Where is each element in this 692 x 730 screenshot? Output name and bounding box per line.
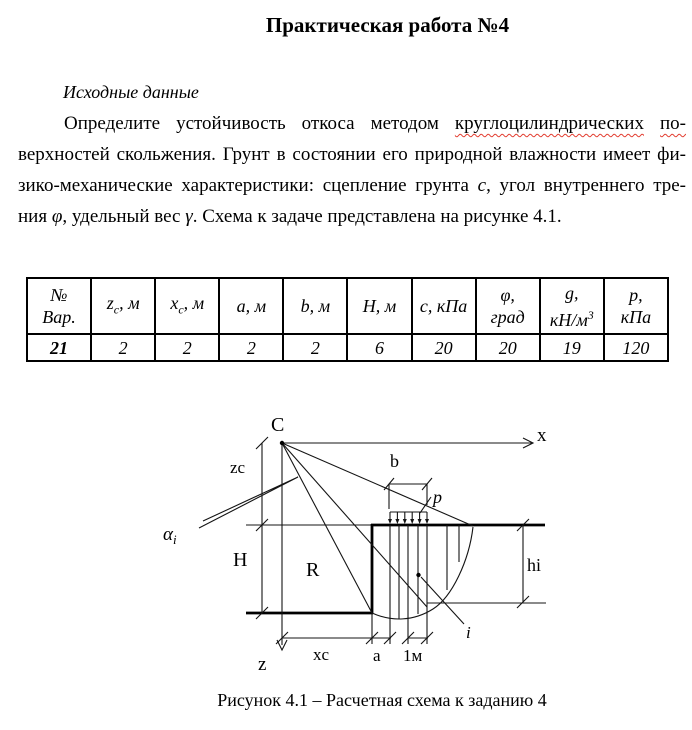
label-h: H xyxy=(233,549,248,571)
text-segment: φ xyxy=(51,206,63,227)
label-i: i xyxy=(466,623,471,642)
label-b: b xyxy=(390,451,399,471)
text-segment: γ xyxy=(185,206,193,227)
label-r: R xyxy=(306,559,320,581)
column-header: $x_c$, м xyxy=(155,278,219,334)
column-header: $z_c$, м xyxy=(91,278,155,334)
b-extension-lines xyxy=(389,484,427,509)
column-header: b, м xyxy=(283,278,347,334)
value-cell: 2 xyxy=(283,334,347,361)
paragraph-line xyxy=(18,139,686,170)
input-data-table xyxy=(26,277,669,362)
figure-4-1-diagram xyxy=(0,400,692,685)
label-z-axis: z xyxy=(258,654,267,675)
radius-line-r xyxy=(282,443,372,613)
value-cell: 2 xyxy=(155,334,219,361)
alpha-angle-leader xyxy=(199,477,298,528)
value-cell: 19 xyxy=(540,334,604,361)
column-header: a, м xyxy=(219,278,283,334)
text-segment: . Схема к задаче представлена на рисунке 4.1. xyxy=(192,206,562,227)
paragraph-line xyxy=(18,170,686,201)
misspelled-word: по- xyxy=(660,113,686,134)
text-segment: ния xyxy=(18,206,52,227)
figure-caption: Рисунок 4.1 – Расчетная схема к заданию 4 xyxy=(217,690,547,710)
p-leader-line xyxy=(420,497,431,513)
text-segment: , угол внутреннего тре- xyxy=(486,175,686,196)
column-header: № Вар. xyxy=(27,278,91,334)
table-value-row xyxy=(27,334,668,361)
slip-surface-arc xyxy=(372,527,473,619)
radius-line-to-arc-end xyxy=(282,443,473,526)
text-segment: с xyxy=(477,175,487,196)
label-x-axis: x xyxy=(537,425,547,446)
text-segment: , удельный вес xyxy=(62,206,186,227)
text-segment: верхностей скольжения. Грунт в состоянии его природной влажности имеет фи- xyxy=(18,144,686,165)
paragraph xyxy=(18,108,686,232)
value-cell: 2 xyxy=(91,334,155,361)
value-cell: 6 xyxy=(347,334,411,361)
load-arrowheads xyxy=(388,519,429,524)
paragraph-line xyxy=(18,201,686,232)
center-point-c xyxy=(280,441,284,445)
variant-number-cell: 21 xyxy=(27,334,91,361)
column-header: g, $кН/м^3$ xyxy=(540,278,604,334)
text-segment: Определите устойчивость откоса методом xyxy=(64,113,455,134)
page-title: Практическая работа №4 xyxy=(265,13,510,37)
column-header: φ, град xyxy=(476,278,540,334)
label-1m: 1м xyxy=(403,646,423,665)
value-cell: 20 xyxy=(412,334,476,361)
slope-outline xyxy=(246,524,545,614)
section-heading: Исходные данные xyxy=(63,82,199,102)
table-header-row xyxy=(27,278,668,334)
misspelled-word: круглоцилиндрических xyxy=(454,113,644,134)
value-cell: 120 xyxy=(604,334,668,361)
text-segment: зико-механические характеристики: сцепление грунта xyxy=(18,175,478,196)
paragraph-line xyxy=(18,108,686,139)
label-p: p xyxy=(433,487,442,507)
label-c: C xyxy=(271,414,285,436)
text-segment xyxy=(644,113,660,134)
label-xc: xc xyxy=(313,645,330,664)
label-zc: zc xyxy=(230,458,246,477)
slice-boundary-lines xyxy=(372,525,459,644)
column-header: p, кПа xyxy=(604,278,668,334)
slice-center-dot xyxy=(416,573,420,577)
value-cell: 20 xyxy=(476,334,540,361)
column-header: с, кПа xyxy=(412,278,476,334)
label-hi: hi xyxy=(527,555,542,575)
value-cell: 2 xyxy=(219,334,283,361)
label-a: a xyxy=(373,646,381,665)
label-alpha-i: $\alpha_i$ xyxy=(163,524,177,547)
load-arrow-shafts xyxy=(390,512,427,520)
column-header: Н, м xyxy=(347,278,411,334)
